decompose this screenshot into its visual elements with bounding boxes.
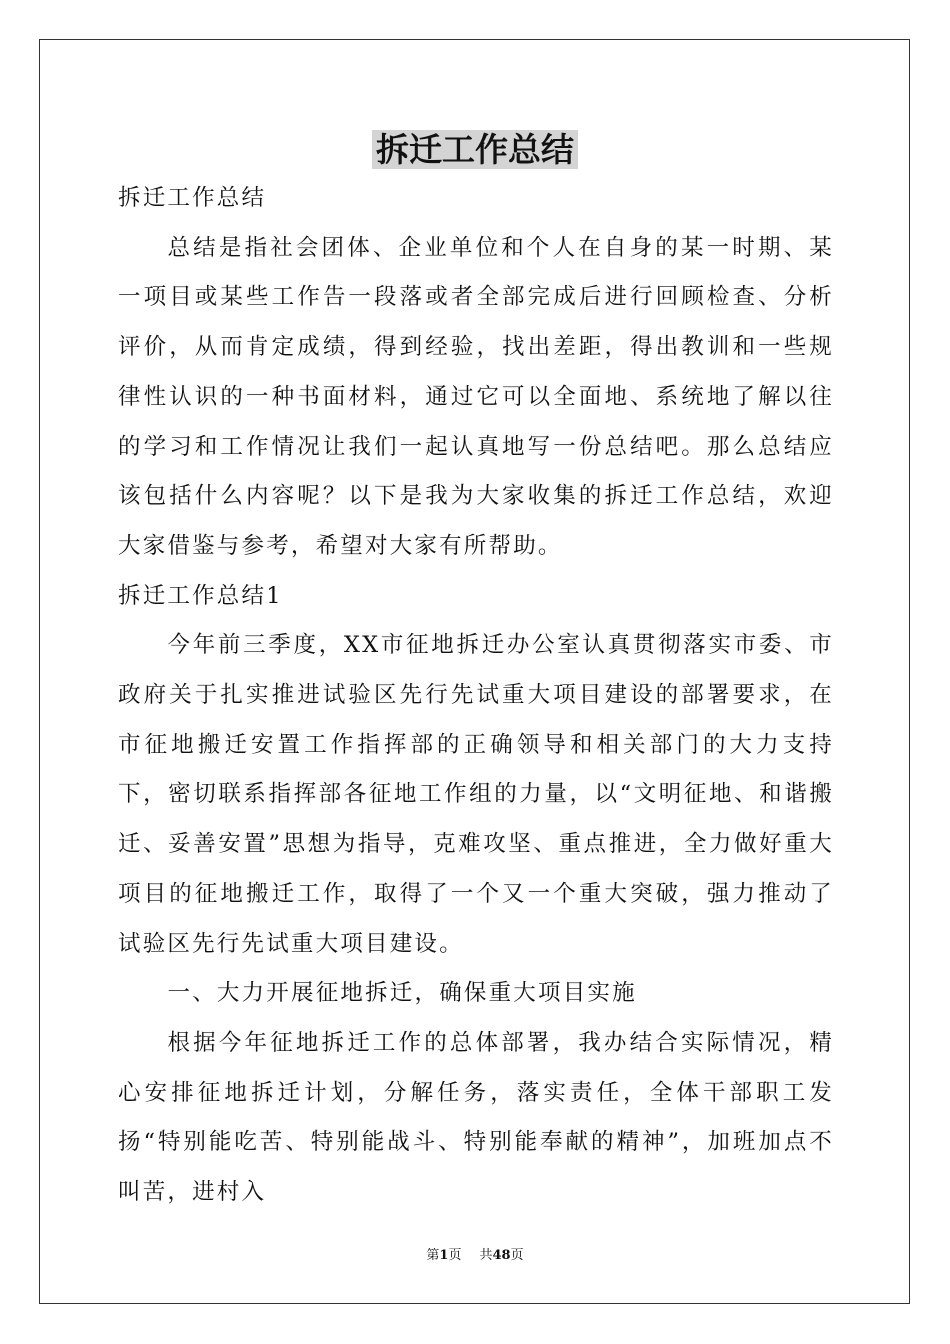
document-body (118, 174, 834, 1218)
total-unit: 页 (510, 1248, 524, 1263)
document-title (0, 122, 950, 178)
current-page-number: 1 (439, 1248, 449, 1263)
page-footer (0, 1247, 950, 1265)
subsection-heading: 一、大力开展征地拆迁，确保重大项目实施 (167, 980, 637, 1007)
intro-paragraph: 总结是指社会团体、企业单位和个人在自身的某一时期、某一项目或某些工作告一段落或者全部完成后进行回顾检查、分析评价，从而肯定成绩，得到经验，找出差距，得出教训和一些规律性认识的一种书面材料，通过它可以全面地、系统地了解以往的学习和工作情况让我们一起认真地写一份总结吧。那么总结应该包括什么内容呢？以下是我为大家收集的拆迁工作总结，欢迎大家借鉴与参考，希望对大家有所帮助。 (118, 234, 834, 559)
body-paragraph: 今年前三季度，XX市征地拆迁办公室认真贯彻落实市委、市政府关于扎实推进试验区先行先试重大项目建设的部署要求，在市征地搬迁安置工作指挥部的正确领导和相关部门的大力支持下，密切联系指挥部各征地工作组的力量，以“文明征地、和谐搬迁、妥善安置”思想为指导，克难攻坚、重点推进，全力做好重大项目的征地搬迁工作，取得了一个又一个重大突破，强力推动了试验区先行先试重大项目建设。 (118, 632, 834, 957)
page-prefix: 第 (426, 1248, 440, 1263)
total-page-count: 48 (492, 1248, 511, 1263)
section-heading: 拆迁工作总结1 (118, 582, 283, 609)
total-prefix: 共 (479, 1248, 493, 1263)
body-paragraph: 根据今年征地拆迁工作的总体部署，我办结合实际情况，精心安排征地拆迁计划，分解任务，落实责任，全体干部职工发扬“特别能吃苦、特别能战斗、特别能奉献的精神”，加班加点不叫苦，进村入 (118, 1029, 834, 1206)
page-unit: 页 (448, 1248, 462, 1263)
document-subtitle: 拆迁工作总结 (118, 185, 267, 211)
document-title-text: 拆迁工作总结 (372, 130, 578, 169)
